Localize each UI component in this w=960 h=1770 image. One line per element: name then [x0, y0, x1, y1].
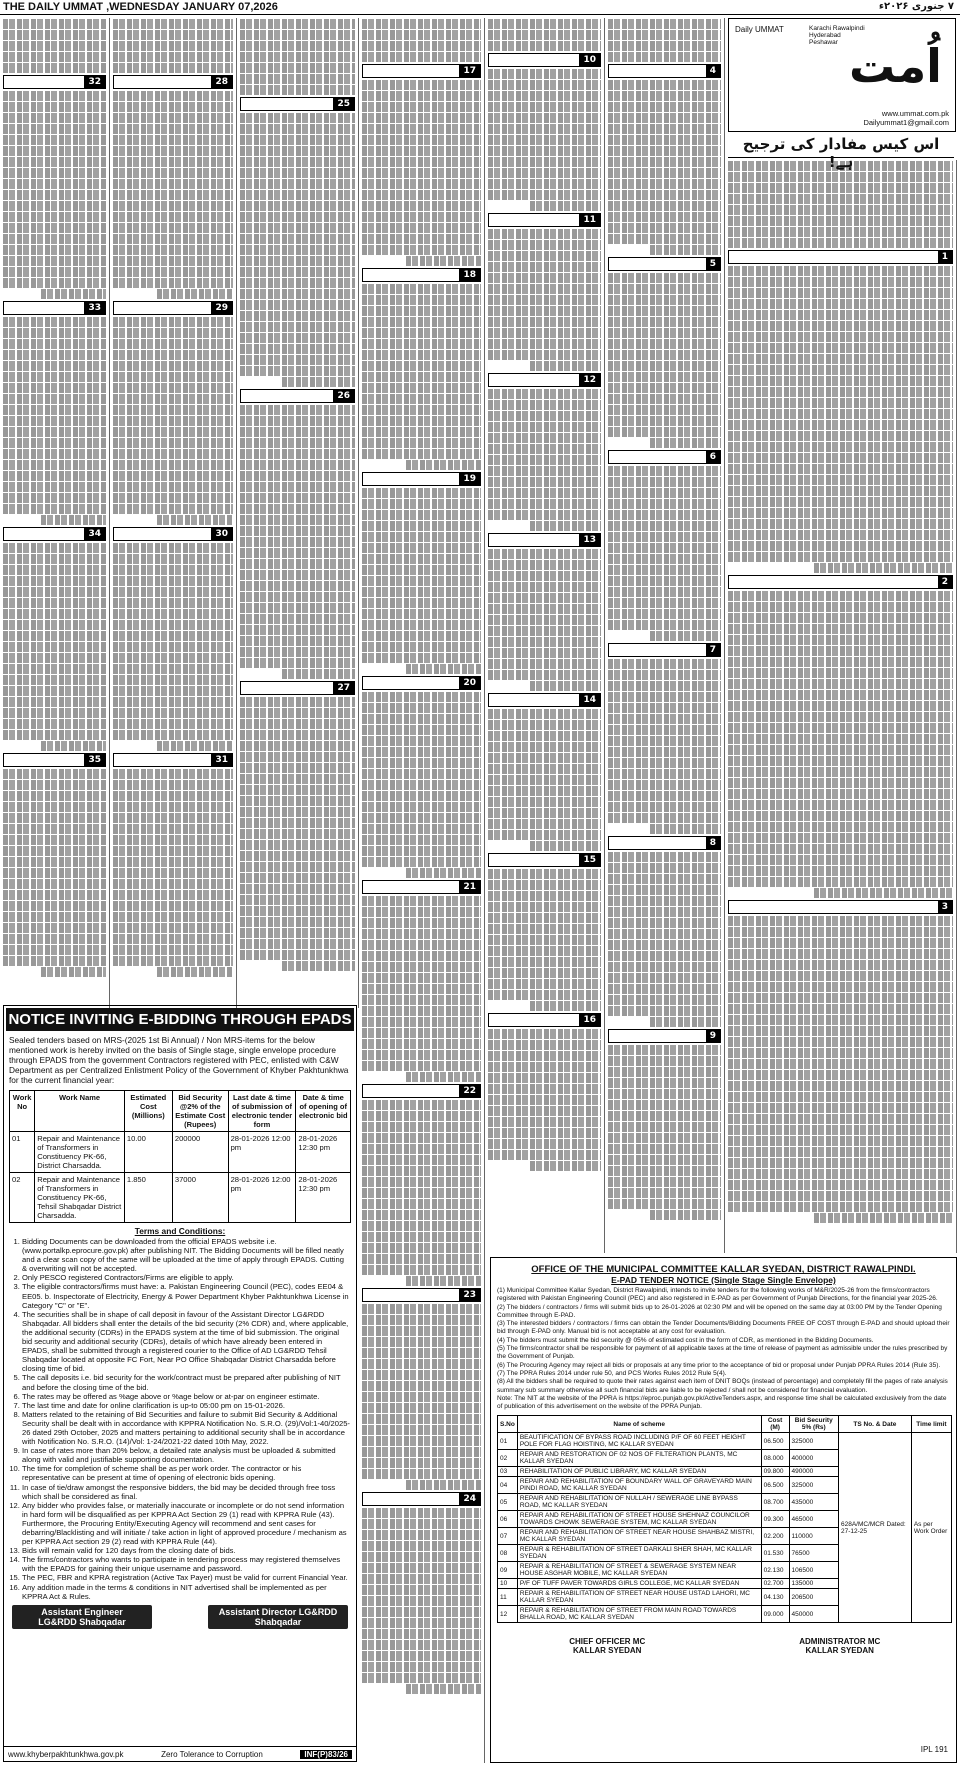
article-text [725, 161, 956, 248]
table-cell: 465000 [789, 1511, 838, 1528]
section-header [362, 1492, 481, 1506]
table-cell: REPAIR & REHABILITATION OF STREET FROM MAIN ROAD TOWARDS BHALLA ROAD, MC KALLAR SYEDAN [517, 1606, 761, 1623]
term-item: 10. The time for completion of scheme shall be as per work order. The contractor or his representative can be present at time of opening of electronic bids opening. [22, 1464, 351, 1482]
works-table [9, 1090, 351, 1223]
table-cell: Repair and Maintenance of Transformers in Constituency PK-66, District Charsadda. [35, 1132, 125, 1173]
section-number: 18 [459, 269, 480, 281]
term-item: 12. Any bidder who provides false, or materially inaccurate or incomplete or do not send information in hard form will be disqualified as per KPPRA Act Section 29 (1) read with KPPRA Rule (43). Furthermore, the Procuring Entity/Executing Agency will recommend and sent cases for debarring/Blacklisting and will initiate / take action in light of approved procedure / mechanism as per KPPRA Act section 29 (2) read with KPPRA Rule (44). [22, 1501, 351, 1546]
website: www.ummat.com.pk [881, 109, 949, 118]
section-number: 32 [84, 76, 105, 88]
table-cell: P/F OF TUFF PAVER TOWARDS GIRLS COLLEGE, MC KALLAR SYEDAN [517, 1579, 761, 1589]
table-cell: 02.200 [761, 1528, 789, 1545]
term-item: 1. Bidding Documents can be downloaded from the official EPADS website i.e. (www.portalkp.eprocure.gov.pk) after publishing NIT. The Bidding Documents will be filled neatly and a clear scan copy of the same will be uploaded at the time of apply through EPADS. Cutting & overwriting will not be accepted. [22, 1237, 351, 1273]
article-text [237, 19, 358, 95]
email: Dailyummat1@gmail.com [863, 118, 949, 127]
ad-body [491, 1285, 956, 1413]
article-text [359, 896, 484, 1082]
table-cell: REPAIR & REHABILITATION OF STREET & SEWERAGE SYSTEM NEAR HOUSE ASGHAR MOBILE, MC KALLAR SYEDAN [517, 1562, 761, 1579]
section-number: 30 [211, 528, 232, 540]
table-cell: 106500 [789, 1562, 838, 1579]
section-header [728, 250, 953, 264]
table-row [10, 1132, 351, 1173]
table-cell: 110000 [789, 1528, 838, 1545]
section-number: 28 [211, 76, 232, 88]
logo-urdu-name: اُمت [849, 39, 942, 93]
table-cell: REPAIR & REHABILITATION OF STREET DARKALI SHER SHAH, MC KALLAR SYEDAN [517, 1545, 761, 1562]
epads-tender-ad [3, 1005, 357, 1762]
ad-paragraph: (5) The firms/contractor shall be responsible for payment of all applicable taxes at the time of release of payment as admissible under the rules prescribed by the Government of Punjab. [497, 1345, 948, 1361]
masthead-title: THE DAILY UMMAT ,WEDNESDAY JANUARY 07,2026 [3, 1, 278, 13]
section-number: 26 [333, 390, 354, 402]
section-number: 4 [706, 65, 720, 77]
section-header [113, 753, 233, 767]
section-header [488, 693, 601, 707]
table-cell: REPAIR & REHABILITATION OF STREET NEAR HOUSE USTAD LAHORI, MC KALLAR SYEDAN [517, 1589, 761, 1606]
signature-assistant-engineer: Assistant Engineer LG&RDD Shabqadar [12, 1605, 152, 1629]
article-text [110, 543, 236, 751]
ad-title: OFFICE OF THE MUNICIPAL COMMITTEE KALLAR SYEDAN, DISTRICT RAWALPINDI. [531, 1264, 916, 1275]
section-number: 35 [84, 754, 105, 766]
table-header: Work Name [35, 1091, 125, 1132]
news-column-5 [485, 18, 605, 1253]
table-header: Last date & time of submission of electronic tender form [228, 1091, 296, 1132]
term-item: 5. The call deposits i.e. bid security for the work/contract must be prepared after publishing of NIT and before the closing time of the bid. [22, 1373, 351, 1391]
table-cell: REPAIR AND REHABILITATION OF BOUNDARY WALL OF GRAVEYARD MAIN PINDI ROAD, MC KALLAR SYEDAN [517, 1477, 761, 1494]
section-number: 10 [579, 54, 600, 66]
term-item: 7. The last time and date for online clarification is up-to 05:00 pm on 15-01-2026. [22, 1401, 351, 1410]
news-column-3 [237, 18, 359, 1008]
section-header [362, 880, 481, 894]
article-text [485, 869, 604, 1011]
term-item: 16. Any addition made in the terms & conditions in NIT advertised shall be implemented as per KPPRA Act & Rules. [22, 1583, 351, 1601]
table-cell: Repair and Maintenance of Transformers in Constituency PK-66, Tehsil Shabqadar District Charsadda. [35, 1173, 125, 1223]
logo-cities: Karachi Rawalpindi Hyderabad Peshawar [809, 25, 865, 46]
ad-paragraph: (7) The PPRA Rules 2014 under rule 50, and PCS Works Rules 2012 Rule 5(4). [497, 1369, 727, 1377]
section-header [3, 301, 106, 315]
table-cell: 08.700 [761, 1494, 789, 1511]
article-text [605, 1045, 724, 1220]
table-header: Time limit [911, 1416, 951, 1433]
table-row [498, 1433, 952, 1450]
table-cell: 76500 [789, 1545, 838, 1562]
table-cell: 01 [498, 1433, 518, 1450]
table-cell: 07 [498, 1528, 518, 1545]
section-number: 34 [84, 528, 105, 540]
signature-assistant-director: Assistant Director LG&RDD Shabqadar [208, 1605, 348, 1629]
schemes-table [497, 1415, 952, 1623]
table-cell: REPAIR AND REHABILITATION OF STREET NEAR HOUSE SHAHBAZ MISTRI, MC KALLAR SYEDAN [517, 1528, 761, 1545]
term-item: 11. In case of tie/draw amongst the responsive bidders, the bid may be decided through free toss which shall be considered as final. [22, 1483, 351, 1501]
article-text [237, 405, 358, 679]
section-number: 7 [706, 644, 720, 656]
section-number: 12 [579, 374, 600, 386]
table-header: Cost (M) [761, 1416, 789, 1433]
news-column-7 [725, 160, 957, 1253]
section-header [488, 533, 601, 547]
table-cell: 08 [498, 1545, 518, 1562]
section-number: 22 [459, 1085, 480, 1097]
table-cell: 04 [498, 1477, 518, 1494]
article-text [485, 69, 604, 211]
section-header [488, 373, 601, 387]
section-header [608, 257, 721, 271]
table-cell: 02 [10, 1173, 35, 1223]
table-cell: 1.850 [124, 1173, 172, 1223]
signatures [4, 1605, 356, 1629]
section-header [3, 527, 106, 541]
table-cell: 10 [498, 1579, 518, 1589]
section-header [608, 836, 721, 850]
table-header: Bid Security 5% (Rs) [789, 1416, 838, 1433]
section-header [113, 527, 233, 541]
table-cell: 02.130 [761, 1562, 789, 1579]
masthead-date-urdu: ۷ جنوری ۲۰۲۶ء [878, 1, 954, 12]
ipl-code: IPL 191 [920, 1745, 948, 1754]
ts-cell: 628A/MC/MCR Dated: 27-12-25 [838, 1433, 911, 1623]
table-cell: 325000 [789, 1433, 838, 1450]
editorial-title: اس کیس مفادار کی ترجیح ہے! [728, 135, 954, 158]
table-cell: 02 [498, 1450, 518, 1467]
ad-subtitle: E-PAD TENDER NOTICE (Single Stage Single Envelope) [611, 1275, 836, 1285]
article-text [725, 916, 956, 1223]
table-cell: 400000 [789, 1450, 838, 1467]
kallar-syedan-tender-ad [490, 1257, 957, 1763]
news-column-4 [359, 18, 485, 1763]
article-text [0, 91, 109, 299]
section-header [362, 1084, 481, 1098]
table-cell: REPAIR AND RESTORATION OF 02 NOS OF FILTERATION PLANTS, MC KALLAR SYEDAN [517, 1450, 761, 1467]
table-header: Bid Security @2% of the Estimate Cost (Rupees) [172, 1091, 228, 1132]
article-text [605, 273, 724, 448]
table-cell: 28-01-2026 12:30 pm [296, 1132, 351, 1173]
table-cell: 06 [498, 1511, 518, 1528]
terms-list [22, 1237, 351, 1601]
article-text [110, 769, 236, 977]
table-cell: 06.500 [761, 1433, 789, 1450]
section-header [3, 753, 106, 767]
article-text [110, 317, 236, 525]
section-header [113, 301, 233, 315]
article-text [0, 543, 109, 751]
article-text [359, 1508, 484, 1694]
article-text [359, 80, 484, 266]
section-header [362, 472, 481, 486]
section-number: 23 [459, 1289, 480, 1301]
article-text [485, 19, 604, 51]
ad-paragraph: (8) All the bidders shall be required to quote their rates against each item of DNIT BOQs (instead of percentage) and completely fill the pages of rate analysis summary sub summary otherwise all such financial bids are liable to be rejected / shall not be considered for financial evaluation. [497, 1378, 948, 1394]
section-header [488, 853, 601, 867]
table-cell: 10.00 [124, 1132, 172, 1173]
ad-paragraph: (1) Municipal Committee Kallar Syedan, District Rawalpindi, intends to invite tenders for the following works of M&R/2025-26 from the firms/contractors registered with Pakistan Engineering Council (PEC) and also registered in E-PAD as per Government of Punjab Directions, for the financial year 2025-26. [497, 1287, 938, 1303]
article-text [605, 852, 724, 1027]
footer-slogan: Zero Tolerance to Corruption [161, 1749, 263, 1759]
ad-paragraph: (6) The Procuring Agency may reject all bids or proposals at any time prior to the acceptance of bid or proposal under Punjab PPRA Rules 2014 (Rule 35). [497, 1361, 941, 1369]
table-cell: 28-01-2026 12:30 pm [296, 1173, 351, 1223]
ad-paragraph: Note: The NIT at the website of the PPRA is https://eproc.punjab.gov.pk/ActiveTenders.aspx, and response time shall be calculated exclusively from the date of publication of this advertisement on the website of the PPRA Punjab. [497, 1394, 947, 1411]
section-number: 2 [938, 576, 952, 588]
section-number: 19 [459, 473, 480, 485]
section-header [728, 900, 953, 914]
section-number: 8 [706, 837, 720, 849]
table-cell: 05 [498, 1494, 518, 1511]
section-header [362, 676, 481, 690]
table-cell: 08.000 [761, 1450, 789, 1467]
section-number: 13 [579, 534, 600, 546]
table-cell: 490000 [789, 1467, 838, 1477]
article-text [605, 19, 724, 62]
table-cell: 09 [498, 1562, 518, 1579]
term-item: 4. The securities shall be in shape of call deposit in favour of the Assistant Director LG&RDD Shabqadar. All bidders shall enter the details of the bid security (2% CDR) and, where applicable, the additional security (CDRs) in the EPADS system at the time of bid submission. The original bid security and additional security (CDRs), details of which have already been entered in EPADS, shall be submitted through a registered courier to the Office of AD LG&RDD Tehsil Shabqadar located at opposite FC Fort, Near PO Office Shabqadar District Charsadda before closing time of bid. [22, 1310, 351, 1374]
table-cell: REPAIR AND REHABILITATION OF STREET HOUSE SHEHNAZ COUNCILOR TOWARDS CHOWK SEWERAGE SYSTEM, MC KALLAR SYEDAN [517, 1511, 761, 1528]
table-cell: 28-01-2026 12:00 pm [228, 1173, 296, 1223]
section-header [608, 64, 721, 78]
article-text [605, 659, 724, 834]
ad-paragraph: (2) The bidders / contractors / firms will submit bids up to 26-01-2026 at 02:30 PM and will be opened on the same day at 03:00 PM by the Tender Opening Committee through E-PAD. [497, 1303, 942, 1319]
table-cell: 135000 [789, 1579, 838, 1589]
table-header: Work No [10, 1091, 35, 1132]
table-header: Date & time of opening of electronic bid [296, 1091, 351, 1132]
article-text [485, 229, 604, 371]
table-row [10, 1173, 351, 1223]
term-item: 15. The PEC, FBR and KPRA registration (Active Tax Payer) must be valid for current Financial Year. [22, 1573, 351, 1582]
section-number: 15 [579, 854, 600, 866]
ad-intro: Sealed tenders based on MRS-(2025 1st Bi Annual) / Non MRS-items for the below mentioned work is hereby invited on the basis of Single stage, single envelope procedure through EPADS from the government Contractors registered with PEC, enlisted with C&W Department as per Centralized Enlistment Policy of the Government of Khyber Pakhtunkhwa for the current financial year: [9, 1035, 349, 1085]
article-text [359, 1100, 484, 1286]
term-item: 13. Bids will remain valid for 120 days from the closing date of bids. [22, 1546, 351, 1555]
table-header: Name of scheme [517, 1416, 761, 1433]
table-header: S.No [498, 1416, 518, 1433]
table-cell: 09.000 [761, 1606, 789, 1623]
table-cell: 06.500 [761, 1477, 789, 1494]
section-number: 20 [459, 677, 480, 689]
table-cell: REHABILITATION OF PUBLIC LIBRARY, MC KALLAR SYEDAN [517, 1467, 761, 1477]
article-text [359, 284, 484, 470]
table-cell: 325000 [789, 1477, 838, 1494]
section-header [488, 1013, 601, 1027]
article-text [0, 19, 109, 73]
term-item: 6. The rates may be offered as %age above or %age below or at-par on engineer estimate. [22, 1392, 351, 1401]
logo-english: Daily UMMAT [735, 25, 784, 34]
table-cell: 02.700 [761, 1579, 789, 1589]
table-cell: 01.530 [761, 1545, 789, 1562]
table-cell: 450000 [789, 1606, 838, 1623]
footer-url: www.khyberpakhtunkhwa.gov.pk [8, 1749, 124, 1759]
article-text [359, 488, 484, 674]
news-column-6 [605, 18, 725, 1253]
masthead [0, 0, 960, 15]
section-number: 1 [938, 251, 952, 263]
ad-title: NOTICE INVITING E-BIDDING THROUGH EPADS [6, 1008, 354, 1031]
section-header [3, 75, 106, 89]
term-item: 8. Matters related to the retaining of Bid Securities and failure to submit Bid Security & Additional Security shall be dealt with in accordance with KPPRA Notification No. S.R.O. (29)/Vol:1-40/2025-26 dated 29th October, 2025 and matters pertaining to additional security shall be in accordance with Notification No. S.R.O. (14)/Vol: 1-24/2021-22 dated 10th May, 2022. [22, 1410, 351, 1446]
ad-paragraph: (3) The interested bidders / contractors / firms can obtain the Tender Documents/Bidding Documents FREE OF COST through E-PAD and should upload their bid through E-PAD only. Manual bid is not acceptable at any cost for evaluation. [497, 1320, 950, 1336]
article-text [0, 317, 109, 525]
table-cell: 09.300 [761, 1511, 789, 1528]
logo-contact [863, 109, 949, 127]
section-number: 29 [211, 302, 232, 314]
article-text [485, 549, 604, 691]
section-number: 17 [459, 65, 480, 77]
table-cell: 03 [498, 1467, 518, 1477]
term-item: 9. In case of rates more than 20% below, a detailed rate analysis must be uploaded & submitted along with valid and justifiable supporting documentation. [22, 1446, 351, 1464]
table-cell: 200000 [172, 1132, 228, 1173]
section-header [488, 213, 601, 227]
table-cell: 11 [498, 1589, 518, 1606]
section-header [728, 575, 953, 589]
newspaper-logo [728, 18, 956, 132]
article-text [605, 80, 724, 255]
section-header [488, 53, 601, 67]
article-text [359, 19, 484, 62]
article-text [725, 266, 956, 573]
table-cell: BEAUTIFICATION OF BYPASS ROAD INCLUDING P/F OF 60 FEET HEIGHT POLE FOR FLAG HOISTING, MC KALLAR SYEDAN [517, 1433, 761, 1450]
signature-chief-officer: CHIEF OFFICER MC KALLAR SYEDAN [569, 1637, 646, 1656]
section-number: 9 [706, 1030, 720, 1042]
article-text [237, 697, 358, 971]
section-header [240, 681, 355, 695]
section-number: 21 [459, 881, 480, 893]
article-text [485, 389, 604, 531]
table-cell: 01 [10, 1132, 35, 1173]
section-number: 3 [938, 901, 952, 913]
term-item: 14. The firms/contractors who wants to participate in tendering process may registered themselves with the EPADS for gaining their unique username and password. [22, 1555, 351, 1573]
section-header [608, 1029, 721, 1043]
news-column-1 [0, 18, 110, 1008]
section-header [362, 268, 481, 282]
table-cell: 04.130 [761, 1589, 789, 1606]
section-number: 33 [84, 302, 105, 314]
table-cell: 206500 [789, 1589, 838, 1606]
signatures [491, 1637, 956, 1655]
table-cell: 37000 [172, 1173, 228, 1223]
section-header [608, 643, 721, 657]
signature-administrator: ADMINISTRATOR MC KALLAR SYEDAN [799, 1637, 881, 1656]
article-text [237, 113, 358, 387]
section-header [240, 389, 355, 403]
article-text [110, 91, 236, 299]
article-text [110, 19, 236, 73]
news-column-2 [110, 18, 237, 1008]
section-number: 25 [333, 98, 354, 110]
table-cell: 09.800 [761, 1467, 789, 1477]
table-cell: 435000 [789, 1494, 838, 1511]
article-text [485, 709, 604, 851]
section-number: 14 [579, 694, 600, 706]
section-number: 31 [211, 754, 232, 766]
section-header [362, 64, 481, 78]
section-number: 24 [459, 1493, 480, 1505]
section-number: 11 [579, 214, 600, 226]
time-limit-cell: As per Work Order [911, 1433, 951, 1623]
term-item: 2. Only PESCO registered Contractors/Firms are eligible to apply. [22, 1273, 351, 1282]
ad-footer [4, 1746, 356, 1761]
article-text [485, 1029, 604, 1171]
article-text [725, 591, 956, 898]
table-cell: REPAIR AND REHABILITATION OF NULLAH / SEWERAGE LINE BYPASS ROAD, MC KALLAR SYEDAN [517, 1494, 761, 1511]
section-number: 27 [333, 682, 354, 694]
table-header: Estimated Cost (Millions) [124, 1091, 172, 1132]
table-cell: 28-01-2026 12:00 pm [228, 1132, 296, 1173]
table-cell: 12 [498, 1606, 518, 1623]
article-text [359, 692, 484, 878]
section-number: 6 [706, 451, 720, 463]
section-number: 16 [579, 1014, 600, 1026]
section-header [608, 450, 721, 464]
article-text [0, 769, 109, 977]
section-header [240, 97, 355, 111]
footer-code: INF(P)83/26 [300, 1750, 352, 1759]
table-header: TS No. & Date [838, 1416, 911, 1433]
section-number: 5 [706, 258, 720, 270]
ad-paragraph: (4) The bidders must submit the bid security @ 05% of estimated cost in the form of CDR, as mentioned in the Bidding Documents. [497, 1336, 874, 1344]
section-header [362, 1288, 481, 1302]
terms-title: Terms and Conditions: [134, 1226, 226, 1236]
article-text [605, 466, 724, 641]
section-header [113, 75, 233, 89]
term-item: 3. The eligible contractors/firms must have: a. Pakistan Engineering Council (PEC), codes EE04 & EE05. b. Inspectorate of Electricity, Energy & Power Department Khyber Pakhtunkhwa License in Category "C" or "E". [22, 1282, 351, 1309]
article-text [359, 1304, 484, 1490]
